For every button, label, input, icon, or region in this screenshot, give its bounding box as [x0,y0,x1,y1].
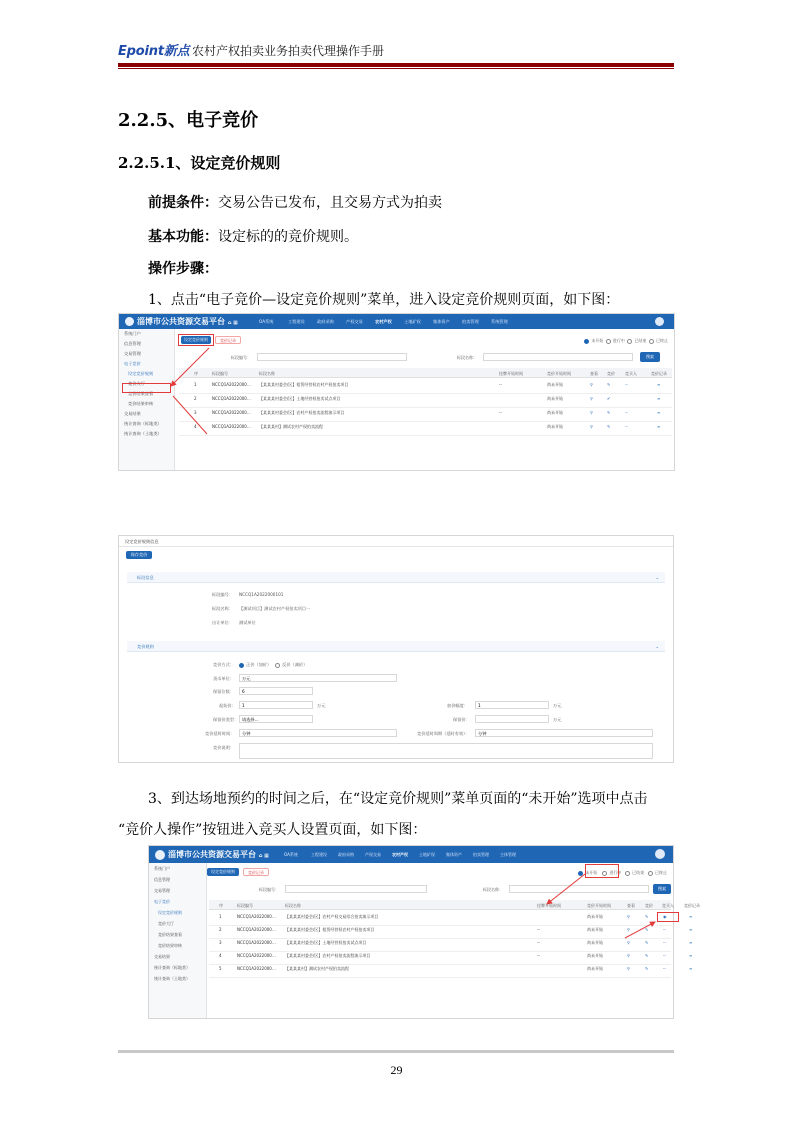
precondition: 前提条件：交易公告已发布，且交易方式为拍卖 [148,195,442,211]
sidebar-item[interactable]: 交易管理 [154,888,170,893]
page-number: 29 [390,1063,403,1077]
table-header: 序 标段编号 标段名称 挂牌开始时间 竞价开始时间 查看 竞价 竞买人 竞价记录 [179,368,672,378]
tab-not-started[interactable]: 未开始 [591,338,604,343]
basic-function: 基本功能：设定标的的竞价规则。 [148,229,358,245]
platform-brand: 淄博市公共资源交易平台 ⌂ ▦ [125,316,238,327]
nav-item[interactable]: 工程建设 [288,319,305,324]
set-rule-button[interactable]: 设定竞价规则 [207,868,239,876]
tab-in-progress[interactable]: 进行中 [609,870,622,875]
nav-item[interactable]: OA系统 [284,852,298,857]
section-bid-rules[interactable]: 竞价规则 ⌄ [127,641,665,652]
decimals-stepper[interactable]: 6 [239,687,313,695]
table-row[interactable]: 3 NCCQ1A2022000… 【某某某村委会/区】农村产权拍卖流程演示项目 -- 尚未开始 ⚲ ✎ -- ≡ [179,410,672,422]
section-title: 2.2.5、电子竞价 [118,110,259,131]
table-row[interactable]: 2 NCCQ1A2022000… 【某某某村委会/区】租赁经营权农村产权拍卖项目 -- 尚未开始 ⚲ ✎ -- ≡ [209,927,671,939]
radio-icon[interactable] [239,663,244,668]
mode-radios: 正价（加价） 反价（减价） [239,662,307,668]
platform-brand: 淄博市公共资源交易平台 ⌂ ▦ [155,849,269,860]
start-price-input[interactable]: 1 [239,701,313,709]
nav-item[interactable]: 主体管理 [500,852,516,857]
decimals-label: 保留位数： [213,689,234,694]
table-row[interactable]: 1 NCCQ1A2022000… 【某某某村委会/区】农村产权交易综合拍卖演示项目 尚未开始 ⚲ ✎ ◉ ≡ [209,914,671,926]
nav-item[interactable]: 工程建设 [311,852,327,857]
sidebar-item[interactable]: 系统门户 [124,331,141,336]
delay-period-label: 竞价延时周期（延时有效）： [417,731,470,736]
nav-item[interactable]: 产权交易 [346,319,363,324]
reserve-type-select[interactable]: 请选择… [239,715,313,723]
nav-item-active[interactable]: 农村产权 [375,319,392,324]
form-title: 设定竞价规则信息 [119,536,673,547]
nav-item[interactable]: 拍卖管理 [462,319,479,324]
nav-item[interactable]: 土地矿权 [419,852,435,857]
sidebar-item[interactable]: 信息管理 [154,877,170,882]
nav-item[interactable]: 系统管理 [491,319,508,324]
table-row[interactable]: 4 NCCQ1A2022000… 【某某某村委会/区】农村产权拍卖流程演示项目 -- 尚未开始 ⚲ ✎ -- ≡ [209,953,671,965]
delay-select[interactable]: 分钟 [239,729,397,737]
name-label: 标段名称： [212,606,233,611]
steps-label: 操作步骤： [148,261,218,277]
currency-label: 货币单位： [213,676,234,681]
sidebar-item[interactable]: 竞价结果查看 [158,932,182,937]
epoint-logo: Epoint新点 [118,44,190,59]
arrow [547,874,585,904]
screenshot-rule-form [118,535,674,763]
sidebar-item[interactable]: 统计查询（土地类） [154,976,190,981]
step-1: 1、点击“电子竞价—设定竞价规则”菜单，进入设定竞价规则页面，如下图： [148,292,620,308]
sidebar-item[interactable]: 交易结果 [154,954,170,959]
arrow [625,922,655,938]
radio-icon[interactable] [275,663,280,668]
mode-label: 竞价方式： [213,662,234,667]
screenshot-bidder-setup [148,845,700,1019]
sidebar-item[interactable]: 竞价结果审核 [128,401,154,406]
table-row[interactable]: 2 NCCQ1A2022000… 【某某某村委会/区】土地经营权拍卖试点项目 尚未开始 ⚲ ✔ ≡ [179,396,672,408]
reserve-price-label: 保留价： [453,717,470,722]
annotation-arrows [149,846,675,1020]
nav-item[interactable]: 政府采购 [317,319,334,324]
note-label: 竞价说明： [213,745,234,750]
search-button[interactable]: 搜索 [640,352,660,362]
code-label: 标段编号： [212,592,233,597]
nav-item[interactable]: 产权交易 [365,852,381,857]
sidebar-item[interactable]: 统计查询（土地类） [124,431,162,436]
nav-item-active[interactable]: 农村产权 [392,852,408,857]
section-lot-info[interactable]: 标段信息 ⌄ [127,572,665,583]
filter-name-label: 标段名称： [457,355,477,360]
table-row[interactable]: 3 NCCQ1A2022000… 【某某某村委会/区】土地经营权拍卖试点项目 -- 尚未开始 ⚲ ✎ -- ≡ [209,940,671,952]
doc-title: 农村产权拍卖业务拍卖代理操作手册 [192,44,385,58]
name-value: 【测试项目】测试农村产权拍卖项目一 [239,606,311,611]
unit-label: 出让单位： [212,620,233,625]
header-rule [118,63,674,67]
arrow [173,396,207,434]
sidebar-item[interactable]: 交易管理 [124,351,141,356]
note-textarea[interactable] [239,743,653,759]
code-value: NCCQ1A2022000101 [239,592,284,597]
save-bid-button[interactable]: 保存竞价 [126,551,152,559]
reserve-price-input[interactable] [475,715,549,723]
nav-item[interactable]: 集体资产 [446,852,462,857]
bid-record-button[interactable]: 竞价记录 [243,868,269,876]
sidebar-item[interactable]: 统计查询（标地类） [154,965,190,970]
reserve-type-label: 保留价类型： [213,717,239,722]
nav-item[interactable]: 集体资产 [433,319,450,324]
set-rule-button[interactable]: 设定竞价规则 [181,336,211,344]
sidebar-item[interactable]: 竞价结果查看 [128,391,154,396]
delay-label: 竞价延时时间： [205,731,235,736]
sidebar-item-set-rule[interactable]: 设定竞价规则 [158,910,182,915]
table-row[interactable]: 1 NCCQ1A2022000… 【某某某村委会/区】租赁经营权农村产权拍卖项目 -- 尚未开始 ⚲ ✎ -- ≡ [179,382,672,394]
page-header [118,36,674,64]
sidebar-item[interactable]: 电子竞价 [124,361,141,366]
sidebar-item[interactable]: 系统门户 [154,866,170,871]
start-price-label: 起始价： [219,703,236,708]
step-input[interactable]: 1 [475,701,549,709]
bid-record-button[interactable]: 竞价记录 [215,336,241,344]
tab-in-progress[interactable]: 进行中 [612,338,625,343]
step-3-line-1: 3、到达场地预约的时间之后，在“设定竞价规则”菜单页面的“未开始”选项中点击 [148,791,648,807]
unit-text: 万元 [553,703,562,708]
table-row[interactable]: 5 NCCQ1A2022000… 【某某某村】测试农村产权拍卖流程 尚未开始 ⚲ ✎ -- ≡ [209,966,671,978]
footer-rule [118,1050,674,1053]
step-3-line-2: “竞价人操作”按钮进入竞买人设置页面，如下图： [118,822,427,838]
sidebar-item[interactable]: 竞价结果审核 [158,943,182,948]
sidebar-item[interactable]: 统计查询（标地类） [124,421,162,426]
currency-select[interactable]: 万元 [239,674,397,682]
filter-code-label: 标段编号： [259,887,279,892]
chevron-down-icon[interactable]: ⌄ [655,644,659,649]
sidebar-item[interactable]: 竞价大厅 [158,921,174,926]
tab-ended[interactable]: 已结束 [632,870,645,875]
sidebar-item[interactable]: 电子竞价 [154,899,170,904]
subsection-title: 2.2.5.1、设定竞价规则 [118,154,281,172]
search-button[interactable]: 搜索 [653,884,671,894]
tab-terminated[interactable]: 已终止 [656,338,668,343]
filter-name-label: 标段名称： [483,887,503,892]
header-rule-thin [118,68,674,69]
arrow [171,348,209,386]
nav-item[interactable]: 政府采购 [338,852,354,857]
tab-ended[interactable]: 已结束 [634,338,647,343]
filter-code-label: 标段编号： [231,355,251,360]
unit-text: 万元 [317,703,326,708]
step-label: 加价幅度： [447,703,468,708]
unit-text: 万元 [553,717,562,722]
unit-value: 测试单位 [239,620,256,625]
nav-item[interactable]: OA系统 [259,319,274,324]
screenshot-rule-list [118,313,675,471]
sidebar-item[interactable]: 竞价大厅 [128,381,145,386]
delay-period-select[interactable]: 分钟 [475,729,653,737]
chevron-down-icon[interactable]: ⌄ [655,575,659,580]
table-row[interactable]: 4 NCCQ1A2022000… 【某某某村】测试农村产权拍卖流程 尚未开始 ⚲ ✎ -- ≡ [179,424,672,436]
sidebar-item[interactable]: 交易结果 [124,411,141,416]
table-header: 序 标段编号 标段名称 挂牌开始时间 竞价开始时间 查看 竞价 竞买人 竞价记录 [209,900,671,910]
nav-item[interactable]: 拍卖管理 [473,852,489,857]
sidebar-item[interactable]: 信息管理 [124,341,141,346]
bidder-operate-icon[interactable]: ◉ [663,914,667,919]
annotation-arrows [119,314,676,472]
nav-item[interactable]: 土地矿权 [404,319,421,324]
sidebar-item-set-rule[interactable]: 设定竞价规则 [128,371,154,376]
tab-not-started[interactable]: 未开始 [585,870,598,875]
tab-terminated[interactable]: 已终止 [655,870,667,875]
